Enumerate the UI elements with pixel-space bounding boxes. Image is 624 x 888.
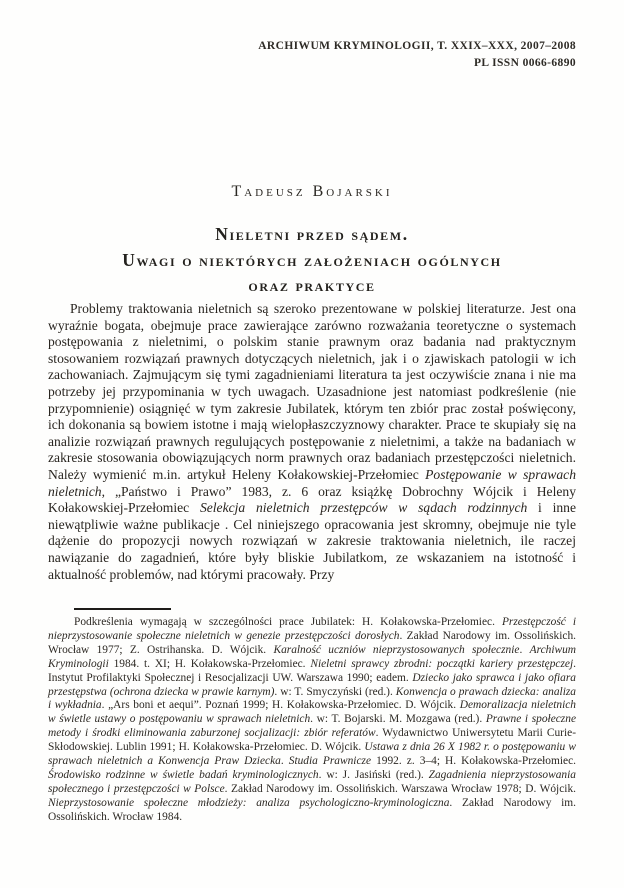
italic-text-run: Dziecko jako sprawca i jako ofiara przestępstwa (ochrona dziecka w prawie karnym) [48, 671, 576, 698]
text-run: . w: T. Bojarski. M. Mozgawa (red.). [310, 713, 486, 726]
author-name: Tadeusz Bojarski [231, 183, 393, 200]
title-line-3: oraz praktyce [248, 275, 376, 295]
italic-text-run: Konwencja o prawach dziecka: analiza i wykładnia [48, 685, 576, 712]
italic-text-run: Archiwum Kryminologii [48, 643, 577, 670]
footnote-paragraph [48, 616, 576, 825]
italic-text-run: Zagadnienia nieprzystosowania społecznego i przestępczości w Polsce [48, 768, 576, 795]
italic-text-run: Karalność uczniów nieprzystosowanych społecznie [273, 643, 520, 656]
article-title [0, 222, 624, 299]
text-run: . Instytut Profilaktyki Społecznej i Resocjalizacji UW. Warszawa 1990; eadem. [48, 657, 576, 684]
footnote-block [48, 616, 576, 825]
text-run: , „Państwo i Prawo” 1983, z. 6 oraz książkę Dobrochny Wójcik i Heleny Kołakowskiej-Przełomiec [48, 483, 576, 516]
italic-text-run: Postępowanie w sprawach nieletnich [48, 466, 576, 499]
italic-text-run: Selekcja nieletnich przestępców w sądach rodzinnych [199, 500, 528, 516]
text-run: i inne niewątpliwie ważne publikacje . Cel niniejszego opracowania jest skromny, obejmuje nie tyle dążenie do propozycji nowych rozwiązań w zakresie traktowania nieletnich, ile raczej nawiązanie do zagadnień, które były bliskie Jubilatkom, ze wskazaniem na istotność i aktualność problemów, nad którymi pracowały. Przy [48, 500, 576, 582]
italic-text-run: Przestępczość i nieprzystosowanie społeczne nieletnich w genezie przestępczości dorosłych [48, 616, 576, 642]
journal-header [48, 38, 576, 72]
text-run: . w: T. Smyczyński (red.). [274, 685, 396, 698]
text-run: . Zakład Narodowy im. Ossolińskich. Warszawa Wrocław 1978; D. Wójcik. [224, 782, 576, 795]
text-run: . Zakład Narodowy im. Ossolińskich. Wrocław 1984. [48, 796, 576, 823]
footnote-separator [74, 608, 171, 610]
italic-text-run: Nieletni sprawcy zbrodni: początki kariery przestępczej [310, 657, 574, 670]
text-run: . Zakład Narodowy im. Ossolińskich. Wrocław 1977; Z. Ostrihanska. D. Wójcik. [48, 629, 576, 656]
title-line-2: Uwagi o niektórych założeniach ogólnych [122, 249, 502, 270]
body-paragraph [48, 301, 576, 583]
text-run: Podkreślenia wymagają w szczególności prace Jubilatek: H. Kołakowska-Przełomiec. [74, 616, 502, 628]
text-run: . [280, 755, 289, 768]
journal-volume-line: ARCHIWUM KRYMINOLOGII, T. XXIX–XXX, 2007–2008 [258, 40, 576, 52]
italic-text-run: Studia Prawnicze [288, 755, 372, 768]
italic-text-run: Środowisko rodzinne w świetle badań kryminologicznych [48, 768, 319, 781]
article-body [48, 301, 576, 583]
italic-text-run: Demoralizacja nieletnich w świetle ustawy o postępowaniu w sprawach nieletnich [48, 699, 576, 726]
italic-text-run: Ustawa z dnia 26 X 1982 r. o postępowaniu w sprawach nieletnich a Konwencja Praw Dziecka [48, 741, 576, 768]
text-run: . w: J. Jasiński (red.). [318, 768, 429, 781]
text-run: . „Ars boni et aequi”. Poznań 1999; H. Kołakowska-Przełomiec. D. Wójcik. [101, 699, 460, 712]
italic-text-run: Nieprzystosowanie społeczne młodzieży: analiza psychologiczno-kryminologiczna [48, 796, 450, 809]
italic-text-run: Prawne i społeczne metody i środki eliminowania zaburzonej socjalizacji: zbiór referatów [48, 713, 576, 740]
text-run: 1984. t. XI; H. Kołakowska-Przełomiec. [108, 657, 311, 670]
text-run: Problemy traktowania nieletnich są szeroko prezentowane w polskiej literaturze. Jest ona wyraźnie bogata, obejmuje prace zawierające zarówno rozważania teoretyczne o systemach postępowania z nieletnimi, o polskim stanie prawnym oraz badania nad praktycznym stosowaniem rozwiązań prawnych dotyczących nieletnich, jak i o zjawiskach patologii w ich zachowaniach. Zajmującym się tymi zagadnieniami literatura ta jest oczywiście znana i nie ma potrzeby jej przypominania w tych uwagach. Uzasadnione jest natomiast podkreślenie (nie przypomnienie) osiągnięć w tym zakresie Jubilatek, którym ten zbiór prac został poświęcony, ich dokonania są bowiem istotne i mają wielopłaszczyznowy charakter. Prace te skupiały się na analizie rozwiązań prawnych regulujących postępowanie z nieletnimi, a także na badaniach w zakresie stosowania obowiązujących norm prawnych oraz badaniach przestępczości nieletnich. Należy wymienić m.in. artykuł Heleny Kołakowskiej-Przełomiec [48, 301, 576, 482]
text-run: . Wydawnictwo Uniwersytetu Marii Curie-Skłodowskiej. Lublin 1991; H. Kołakowska-Przełomiec. D. Wójcik. [48, 727, 576, 754]
text-run: 1992. z. 3–4; H. Kołakowska-Przełomiec. [371, 755, 576, 768]
issn-line: PL ISSN 0066-6890 [473, 57, 576, 69]
title-line-1: Nieletni przed sądem. [215, 224, 409, 244]
text-run: . [519, 643, 530, 656]
